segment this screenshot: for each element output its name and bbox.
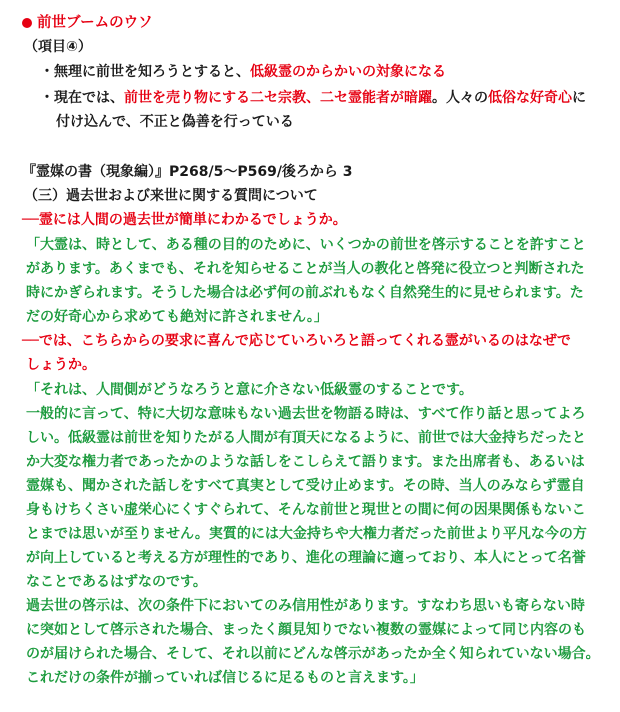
bullet-marker: ・ bbox=[40, 64, 54, 80]
answer-1-line: 時にかぎられます。そうした場合は必ず何の前ぶれもなく自然発生的に見せられます。た bbox=[26, 285, 584, 301]
bullet-item-2 bbox=[40, 89, 586, 107]
answer-2-line: とまでは思いが至りません。実質的には大金持ちや大権力者だった前世より平凡な今の方 bbox=[26, 526, 587, 542]
answer-2-line: 一般的に言って、特に大切な意味もない過去世を物語る時は、すべて作り話と思ってよろ bbox=[26, 406, 586, 422]
answer-1-line: だの好奇心から求めても絶対に許されません。」 bbox=[26, 309, 328, 325]
bullet-2-text-b: 。人々の bbox=[432, 90, 488, 106]
answer-2-line: しい。低級霊は前世を知りたがる人間が有頂天になるように、前世では大金持ちだったと bbox=[26, 430, 586, 446]
item-label: （項目④） bbox=[24, 39, 92, 55]
red-circle-bullet-icon bbox=[22, 18, 32, 28]
question-2-continuation: しょうか。 bbox=[26, 357, 96, 373]
bullet-item-1 bbox=[40, 63, 446, 81]
answer-2-line: 身もけちくさい虚栄心にくすぐられて、そんな前世と現世との間に何の因果関係もないこ bbox=[26, 502, 586, 518]
answer-2-line: が向上していると考える方が理性的であり、進化の理論に適っており、本人にとって名誉 bbox=[26, 550, 586, 566]
answer-1-line: 「大霊は、時として、ある種の目的のために、いくつかの前世を啓示することを許すこと bbox=[26, 237, 586, 253]
source-citation: 『霊媒の書（現象編）』P268/5～P569/後ろから 3 bbox=[22, 164, 353, 180]
answer-2-line: か大変な権力者であったかのような話しをこしらえて語ります。また出席者も、あるいは bbox=[26, 454, 585, 470]
bullet-2-text-a: 現在では、 bbox=[54, 90, 124, 106]
bullet-item-2-continuation: 付け込んで、不正と偽善を行っている bbox=[56, 114, 294, 130]
answer-2-line: に突如として啓示された場合、まったく顔見知りでない複数の霊媒によって同じ内容のも bbox=[26, 622, 586, 638]
question-2: ──では、こちらからの要求に喜んで応じていろいろと語ってくれる霊がいるのはなぜで bbox=[22, 333, 571, 349]
answer-2-line: のが届けられた場合、そして、それ以前にどんな啓示があったか全く知られていない場合。 bbox=[26, 646, 600, 662]
section-title-text: 前世ブームのウソ bbox=[37, 15, 153, 31]
answer-2-line: 霊媒も、聞かされた話しをすべて真実として受け止めます。その時、当人のみならず霊自 bbox=[26, 478, 585, 494]
answer-1-line: があります。あくまでも、それを知らせることが当人の教化と啓発に役立つと判断された bbox=[26, 261, 585, 277]
bullet-1-text-a: 無理に前世を知ろうとすると、 bbox=[54, 64, 250, 80]
source-section: （三）過去世および来世に関する質問について bbox=[24, 188, 318, 204]
bullet-2-text-highlight: 前世を売り物にする二セ宗教、二セ霊能者が暗躍 bbox=[124, 90, 432, 106]
section-title bbox=[22, 14, 153, 32]
answer-2-line: 「それは、人間側がどうなろうと意に介さない低級霊のすることです。 bbox=[26, 382, 473, 398]
answer-2-line: 過去世の啓示は、次の条件下においてのみ信用性があります。すなわち思いも寄らない時 bbox=[26, 598, 585, 614]
answer-2-line: なことであるはずなのです。 bbox=[26, 574, 207, 590]
answer-2-line: これだけの条件が揃っていれば信じるに足るものと言えます。」 bbox=[26, 670, 424, 686]
bullet-marker: ・ bbox=[40, 90, 54, 106]
bullet-2-text-c: に bbox=[572, 90, 586, 106]
bullet-2-text-highlight-2: 低俗な好奇心 bbox=[488, 90, 572, 106]
question-1: ──霊には人間の過去世が簡単にわかるでしょうか。 bbox=[22, 212, 347, 228]
bullet-1-text-highlight: 低級霊のからかいの対象になる bbox=[250, 64, 446, 80]
